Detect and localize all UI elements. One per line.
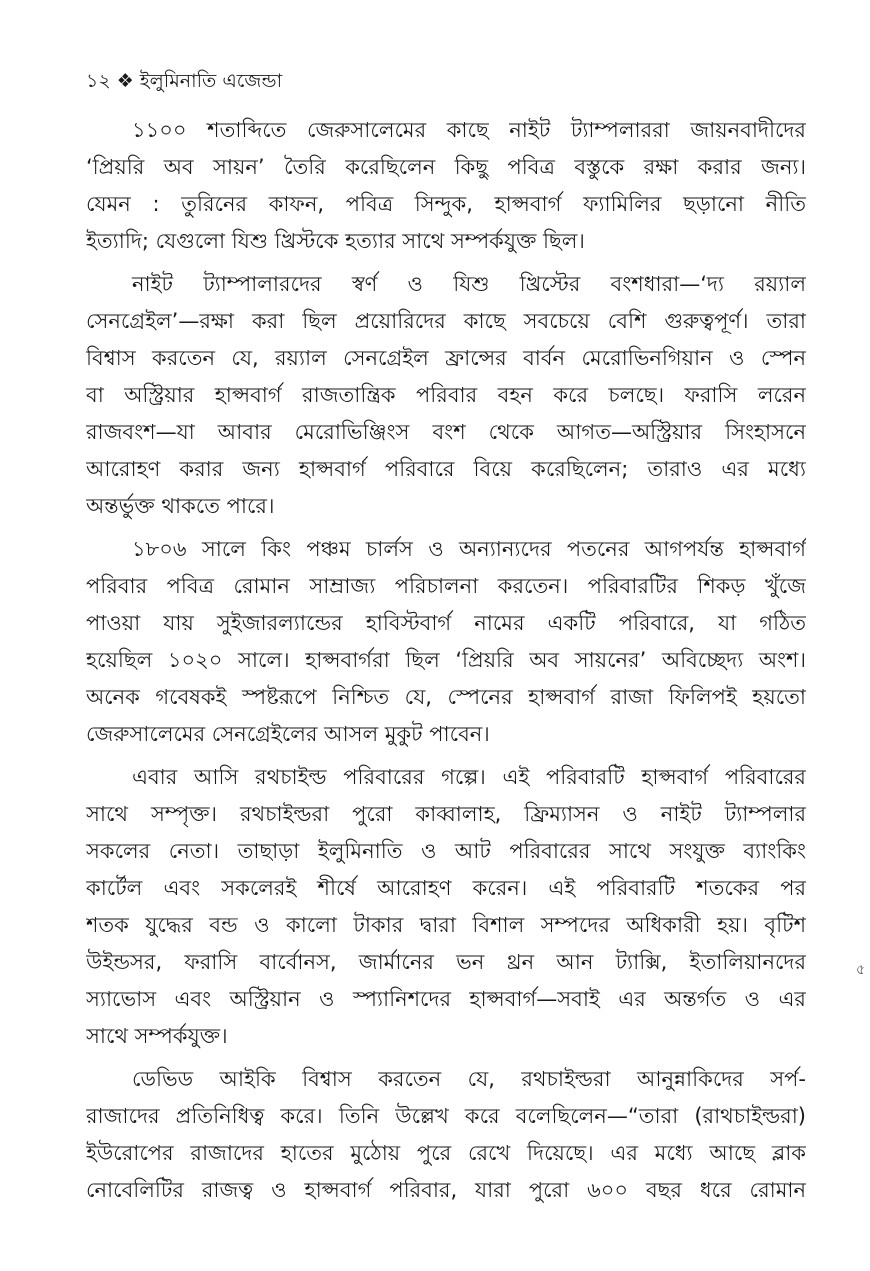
text-line: অনেক গবেষকই স্পষ্টরূপে নিশ্চিত যে, স্পেনের হাপ্সবার্গ রাজা ফিলিপই হয়তো — [86, 685, 806, 709]
text-line: পাওয়া যায় সুইজারল্যান্ডের হাবিস্টবার্গ নামের একটি পরিবারে, যা গঠিত — [86, 611, 806, 635]
body-text — [86, 112, 806, 1209]
text-line: জেরুসালেমের সেনগ্রেইলের আসল মুকুট পাবেন। — [86, 722, 490, 746]
text-line: রাজবংশ—যা আবার মেরোভিঞ্জিংস বংশ থেকে আগত—অস্ট্রিয়ার সিংহাসনে — [86, 420, 806, 444]
text-line: বিশ্বাস করতেন যে, রয়্যাল সেনগ্রেইল ফ্রান্সের বার্বন মেরোভিনগিয়ান ও স্পেন — [86, 346, 806, 370]
text-line: ইত্যাদি; যেগুলো যিশু খ্রিস্টকে হত্যার সাথে সম্পর্কযুক্ত ছিল। — [86, 229, 585, 253]
text-line: এবার আসি রথচাইল্ড পরিবারের গল্পে। এই পরিবারটি হাপ্সবার্গ পরিবারের — [132, 765, 806, 789]
text-line: ডেভিড আইকি বিশ্বাস করতেন যে, রথচাইল্ডরা আনুন্নাকিদের সর্প- — [132, 1067, 806, 1091]
text-line: যেমন : তুরিনের কাফন, পবিত্র সিন্দুক, হাপ্সবার্গ ফ্যামিলির ছড়ানো নীতি — [86, 192, 806, 216]
text-line: নোবেলিটির রাজত্ব ও হাপ্সবার্গ পরিবার, যারা পুরো ৬০০ বছর ধরে রোমান — [86, 1178, 806, 1202]
page-header — [86, 66, 282, 96]
text-line: সাথে সম্পর্কযুক্ত। — [86, 1024, 228, 1048]
running-title: ইলুমিনাতি এজেন্ডা — [139, 70, 283, 92]
text-line: অন্তর্ভুক্ত থাকতে পারে। — [86, 494, 275, 518]
page-number: ১২ — [86, 70, 111, 92]
text-line: সাথে সম্পৃক্ত। রথচাইল্ডরা পুরো কাব্বালাহ, ফ্রিম্যাসন ও নাইট ট্যাম্পলার — [86, 802, 806, 826]
text-line: হয়েছিল ১০২০ সালে। হাপ্সবার্গরা ছিল ‘প্রিয়রি অব সায়নের’ অবিচ্ছেদ্য অংশ। — [86, 648, 806, 672]
paragraph — [86, 266, 806, 525]
ornament-icon: ❖ — [116, 70, 134, 92]
text-line: রাজাদের প্রতিনিধিত্ব করে। তিনি উল্লেখ করে বলেছিলেন—“তারা (রাথচাইল্ডরা) — [86, 1104, 806, 1128]
text-line: ইউরোপের রাজাদের হাতের মুঠোয় পুরে রেখে দিয়েছে। এর মধ্যে আছে ব্লাক — [86, 1141, 806, 1165]
text-line: উইন্ডসর, ফরাসি বার্বোনস, জার্মানের ভন থ্রন আন ট্যাক্সি, ইতালিয়ানদের — [86, 950, 806, 974]
paragraph — [86, 1061, 806, 1209]
text-line: স্যাভোস এবং অস্ট্রিয়ান ও স্প্যানিশদের হাপ্সবার্গ—সবাই এর অন্তর্গত ও এর — [86, 987, 806, 1011]
paragraph — [86, 759, 806, 1055]
text-line: ১১০০ শতাব্দিতে জেরুসালেমের কাছে নাইট ট্যাম্পলাররা জায়নবাদীদের — [132, 118, 806, 142]
text-line: শতক যুদ্ধের বন্ড ও কালো টাকার দ্বারা বিশাল সম্পদের অধিকারী হয়। বৃটিশ — [86, 913, 806, 937]
text-line: ‘প্রিয়রি অব সায়ন’ তৈরি করেছিলেন কিছু পবিত্র বস্তুকে রক্ষা করার জন্য। — [86, 155, 806, 179]
paragraph — [86, 531, 806, 753]
text-line: ১৮০৬ সালে কিং পঞ্চম চার্লস ও অন্যান্যদের পতনের আগপর্যন্ত হাপ্সবার্গ — [132, 537, 806, 561]
text-line: সেনগ্রেইল’—রক্ষা করা ছিল প্রয়োরিদের কাছে সবচেয়ে বেশি গুরুত্বপূর্ণ। তারা — [86, 309, 806, 333]
paragraph — [86, 112, 806, 260]
text-line: কার্টেল এবং সকলেরই শীর্ষে আরোহণ করেন। এই পরিবারটি শতকের পর — [86, 876, 806, 900]
margin-mark: ৫ — [856, 962, 866, 978]
text-line: সকলের নেতা। তাছাড়া ইলুমিনাতি ও আট পরিবারের সাথে সংযুক্ত ব্যাংকিং — [86, 839, 806, 863]
text-line: নাইট ট্যাম্পালারদের স্বর্ণ ও যিশু খ্রিস্টের বংশধারা—‘দ্য রয়্যাল — [132, 272, 806, 296]
text-line: আরোহণ করার জন্য হাপ্সবার্গ পরিবারে বিয়ে করেছিলেন; তারাও এর মধ্যে — [86, 457, 806, 481]
text-line: পরিবার পবিত্র রোমান সাম্রাজ্য পরিচালনা করতেন। পরিবারটির শিকড় খুঁজে — [86, 574, 806, 598]
text-line: বা অস্ট্রিয়ার হাপ্সবার্গ রাজতান্ত্রিক পরিবার বহন করে চলছে। ফরাসি লরেন — [86, 383, 806, 407]
